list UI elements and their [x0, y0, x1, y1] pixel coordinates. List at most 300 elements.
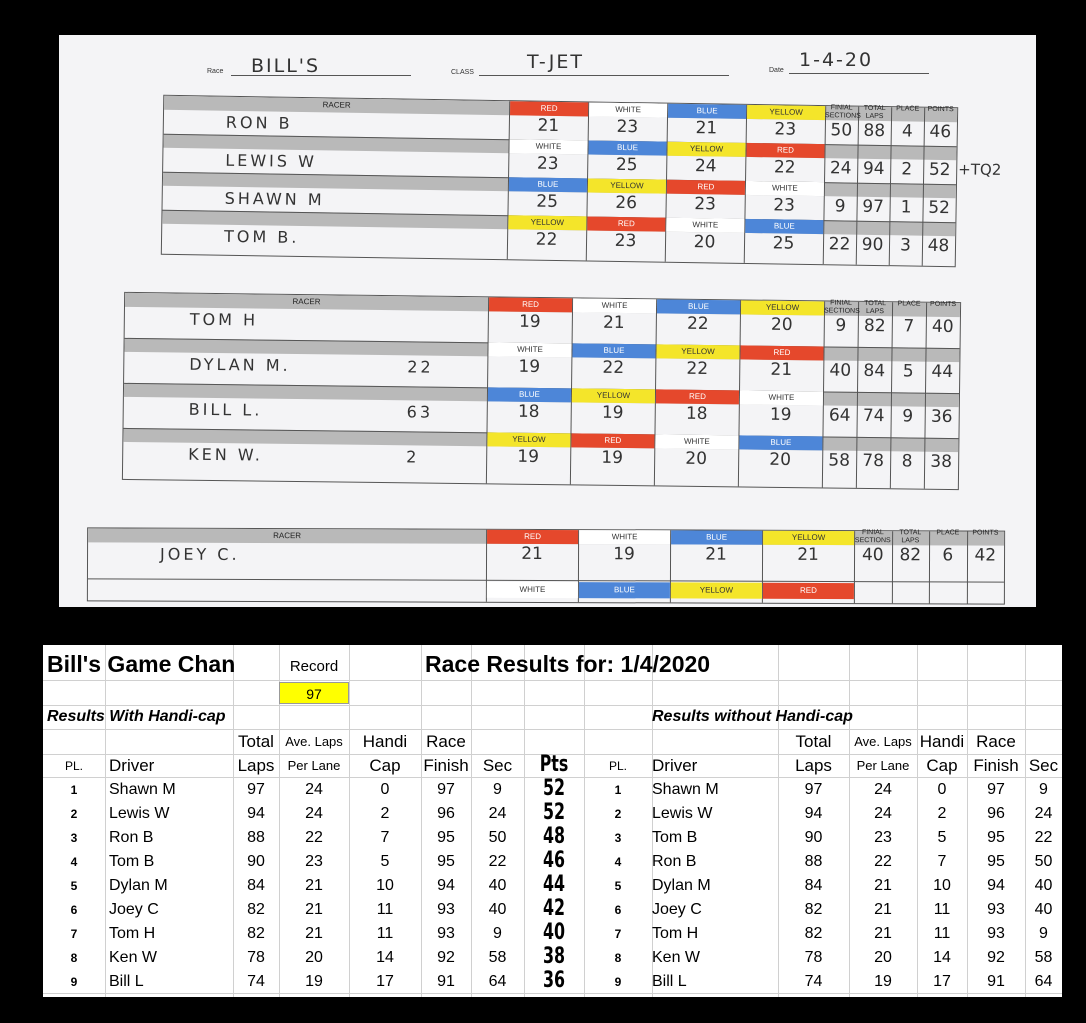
- row-handicap: 5: [937, 829, 947, 846]
- place-label: PLACE: [936, 529, 960, 537]
- row-driver: Tom H: [652, 925, 699, 942]
- row-race-finish: 93: [987, 901, 1005, 918]
- race-label: Race: [207, 68, 224, 75]
- lane-lap-count: 20: [693, 232, 716, 253]
- lane-lap-count: 22: [602, 357, 625, 379]
- lane-color-blue: BLUE: [509, 177, 587, 192]
- row-race-finish: 97: [987, 781, 1005, 798]
- heat-1: [161, 95, 1002, 267]
- racer-total: 84: [863, 360, 886, 382]
- lane-color-white: WHITE: [488, 342, 571, 357]
- row-race-finish: 96: [437, 805, 455, 822]
- lane-lap-count: 19: [601, 447, 624, 468]
- record-label: Record: [289, 658, 339, 675]
- lane-lap-count: 23: [536, 153, 559, 174]
- header-finish: Finish: [423, 756, 469, 775]
- row-race-finish: 93: [437, 901, 455, 918]
- row-total-laps: 90: [247, 853, 265, 870]
- racer-handicap-note: 22: [407, 357, 434, 377]
- record-value: 97: [279, 682, 349, 704]
- lane-color-red: RED: [667, 180, 745, 195]
- row-ave-laps: 20: [305, 949, 323, 966]
- row-place: 7: [614, 927, 622, 941]
- racer-name: JOEY C.: [160, 544, 240, 564]
- lane-lap-count: 21: [695, 118, 718, 139]
- heat-3: [87, 527, 1005, 604]
- row-race-finish: 95: [437, 829, 455, 846]
- row-points: 48: [542, 824, 566, 849]
- row-place: 1: [614, 783, 622, 797]
- final-sections-label: FINIAL SECTIONS: [825, 104, 861, 120]
- racer-total: 74: [862, 405, 885, 427]
- row-points: 52: [542, 776, 566, 801]
- row-race-finish: 93: [987, 925, 1005, 942]
- score-sheet-photo: [59, 35, 1036, 607]
- row-points: 52: [542, 800, 566, 825]
- header-cap: Cap: [369, 756, 401, 775]
- racer-place: 3: [899, 235, 912, 256]
- row-handicap: 14: [376, 949, 394, 966]
- row-ave-laps: 22: [305, 829, 323, 846]
- racer-place: 2: [901, 159, 913, 180]
- header-pts: Pts: [539, 752, 569, 777]
- total-laps-label: TOTAL LAPS: [899, 529, 922, 545]
- row-handicap: 10: [376, 877, 394, 894]
- racer-place: 6: [942, 545, 954, 566]
- header-pl: PL.: [64, 759, 83, 773]
- row-total-laps: 97: [247, 781, 265, 798]
- row-driver: Ron B: [652, 853, 697, 870]
- racer-sections: 24: [829, 158, 852, 179]
- row-total-laps: 74: [247, 973, 265, 990]
- row-sections: 24: [1034, 805, 1053, 822]
- racer-points: 44: [931, 361, 954, 383]
- row-handicap: 0: [937, 781, 947, 798]
- lane-lap-count: 21: [797, 544, 819, 565]
- row-total-laps: 97: [804, 781, 823, 798]
- row-race-finish: 93: [437, 925, 455, 942]
- row-driver: Bill L: [109, 973, 144, 990]
- row-total-laps: 82: [247, 901, 265, 918]
- tq-note: +TQ2: [958, 160, 1002, 179]
- row-total-laps: 90: [804, 829, 823, 846]
- row-race-finish: 97: [437, 781, 455, 798]
- racer-total: 94: [862, 158, 885, 180]
- lane-color-yellow: YELLOW: [572, 388, 655, 403]
- lane-color-yellow: YELLOW: [656, 344, 739, 359]
- racer-column-label: RACER: [322, 100, 351, 110]
- row-driver: Ron B: [109, 829, 154, 846]
- lane-lap-count: 22: [686, 358, 709, 380]
- lane-lap-count: 19: [518, 356, 541, 377]
- racer-name: KEN W.: [188, 444, 264, 465]
- lane-color-blue: BLUE: [657, 299, 740, 314]
- lane-color-white: WHITE: [579, 530, 670, 544]
- header-total: Total: [795, 732, 832, 751]
- row-place: 4: [614, 855, 622, 869]
- row-total-laps: 82: [804, 901, 823, 918]
- header-handi: Handi: [919, 732, 965, 751]
- with-handicap-heading: Results With Handi-cap: [47, 708, 226, 725]
- lane-color-white: WHITE: [746, 181, 824, 196]
- lane-lap-count: 21: [770, 359, 793, 381]
- row-total-laps: 88: [804, 853, 823, 870]
- row-handicap: 7: [937, 853, 947, 870]
- lane-lap-count: 19: [769, 404, 792, 426]
- row-sections: 40: [488, 901, 507, 918]
- without-handicap-heading: Results without Handi-cap: [652, 708, 853, 725]
- header-cap: Cap: [926, 756, 958, 775]
- row-place: 5: [70, 879, 78, 893]
- final-sections-label: FINIAL SECTIONS: [823, 299, 860, 315]
- row-sections: 24: [488, 805, 507, 822]
- row-ave-laps: 23: [874, 829, 892, 846]
- racer-points: 48: [927, 235, 950, 257]
- row-place: 3: [70, 831, 78, 845]
- racer-sections: 22: [828, 234, 851, 255]
- row-driver: Joey C: [109, 901, 159, 918]
- lane-color-yellow: YELLOW: [747, 105, 825, 120]
- row-place: 8: [614, 951, 622, 965]
- total-laps-label: TOTAL LAPS: [864, 299, 887, 316]
- lane-lap-count: 19: [517, 446, 540, 467]
- row-points: 40: [542, 920, 566, 945]
- racer-total: 82: [863, 315, 886, 337]
- racer-points: 40: [931, 316, 954, 338]
- racer-sections: 64: [828, 405, 851, 426]
- racer-place: 7: [903, 316, 915, 337]
- row-place: 4: [70, 855, 78, 869]
- lane-color-white: WHITE: [740, 390, 823, 405]
- racer-total: 97: [862, 196, 885, 218]
- lane-color-yellow: YELLOW: [508, 215, 586, 230]
- lane-color-red: RED: [489, 297, 572, 312]
- row-sections: 50: [1034, 853, 1053, 870]
- row-race-finish: 94: [437, 877, 455, 894]
- lane-color-white: WHITE: [589, 102, 667, 117]
- lane-lap-count: 20: [685, 448, 708, 470]
- class-label: CLASS: [451, 69, 474, 76]
- final-sections-label: FINIAL SECTIONS: [854, 529, 891, 545]
- racer-place: 4: [901, 121, 913, 142]
- lane-color-red: RED: [763, 583, 854, 599]
- row-handicap: 11: [933, 901, 951, 918]
- lane-lap-count: 26: [615, 192, 638, 214]
- row-sections: 58: [1034, 949, 1053, 966]
- row-ave-laps: 21: [305, 925, 323, 942]
- lane-color-yellow: YELLOW: [671, 582, 762, 598]
- row-race-finish: 95: [437, 853, 455, 870]
- row-total-laps: 74: [804, 973, 823, 990]
- row-total-laps: 78: [804, 949, 823, 966]
- header-driver: Driver: [109, 756, 155, 775]
- row-handicap: 17: [376, 973, 394, 990]
- row-place: 2: [70, 807, 78, 821]
- lane-color-blue: BLUE: [739, 435, 822, 450]
- row-place: 5: [614, 879, 622, 893]
- header-per-lane: Per Lane: [856, 758, 910, 773]
- lane-lap-count: 18: [685, 403, 708, 425]
- row-ave-laps: 24: [874, 781, 892, 798]
- row-driver: Dylan M: [652, 877, 711, 894]
- row-driver: Shawn M: [652, 781, 719, 798]
- racer-place: 8: [901, 451, 913, 472]
- header-laps: Laps: [237, 756, 275, 775]
- row-total-laps: 84: [247, 877, 265, 894]
- lane-lap-count: 20: [769, 449, 792, 471]
- class-value: T-JET: [527, 51, 584, 73]
- row-ave-laps: 24: [874, 805, 892, 822]
- racer-sections: 50: [830, 120, 853, 141]
- spreadsheet-title: Bill's Game Chan: [47, 651, 236, 677]
- racer-column-label: RACER: [273, 531, 302, 541]
- lane-color-red: RED: [740, 345, 823, 360]
- row-driver: Ken W: [652, 949, 701, 966]
- row-driver: Dylan M: [109, 877, 168, 894]
- row-total-laps: 84: [804, 877, 823, 894]
- lane-lap-count: 23: [614, 230, 637, 252]
- racer-points: 42: [974, 545, 997, 566]
- racer-points: 52: [928, 159, 951, 181]
- row-driver: Tom B: [109, 853, 155, 870]
- row-sections: 64: [1034, 973, 1053, 990]
- header-ave-laps: Ave. Laps: [285, 734, 343, 749]
- row-sections: 9: [1039, 781, 1048, 798]
- racer-name: RON B: [225, 112, 293, 133]
- lane-color-red: RED: [587, 216, 665, 231]
- lane-color-blue: BLUE: [671, 530, 762, 544]
- race-value: BILL'S: [251, 55, 321, 77]
- header-race: Race: [976, 732, 1016, 751]
- racer-total: 90: [861, 234, 884, 256]
- racer-sections: 9: [834, 196, 846, 217]
- lane-lap-count: 21: [602, 312, 625, 334]
- header-race: Race: [426, 732, 466, 751]
- lane-lap-count: 18: [517, 401, 540, 422]
- row-total-laps: 88: [247, 829, 265, 846]
- lane-color-white: WHITE: [655, 434, 738, 449]
- row-total-laps: 94: [804, 805, 823, 822]
- header-sec: Sec: [482, 756, 513, 775]
- row-ave-laps: 19: [305, 973, 323, 990]
- lane-color-white: WHITE: [666, 218, 744, 233]
- row-driver: Tom H: [109, 925, 156, 942]
- row-ave-laps: 19: [874, 973, 892, 990]
- place-label: PLACE: [896, 105, 920, 113]
- header-driver: Driver: [652, 756, 698, 775]
- row-ave-laps: 24: [305, 805, 323, 822]
- row-handicap: 2: [380, 805, 390, 822]
- row-race-finish: 96: [987, 805, 1005, 822]
- lane-lap-count: 24: [694, 156, 717, 177]
- row-handicap: 11: [376, 925, 394, 942]
- row-driver: Joey C: [652, 901, 702, 918]
- row-ave-laps: 21: [874, 901, 892, 918]
- lane-color-white: WHITE: [487, 582, 578, 598]
- racer-place: 1: [900, 197, 912, 218]
- row-points: 46: [542, 848, 566, 873]
- lane-color-yellow: YELLOW: [763, 531, 854, 545]
- lane-color-blue: BLUE: [745, 219, 823, 234]
- row-place: 6: [614, 903, 622, 917]
- lane-lap-count: 21: [521, 543, 543, 564]
- row-race-finish: 92: [987, 949, 1005, 966]
- racer-name: DYLAN M.: [189, 354, 291, 375]
- row-driver: Ken W: [109, 949, 158, 966]
- header-finish: Finish: [973, 756, 1019, 775]
- row-driver: Lewis W: [652, 805, 713, 822]
- row-driver: Bill L: [652, 973, 687, 990]
- racer-name: LEWIS W: [225, 150, 318, 172]
- place-label: PLACE: [897, 300, 921, 308]
- racer-sections: 40: [829, 360, 852, 381]
- lane-color-yellow: YELLOW: [487, 432, 570, 447]
- header-sec: Sec: [1028, 756, 1059, 775]
- class-underline: [479, 75, 729, 76]
- lane-color-yellow: YELLOW: [588, 178, 666, 193]
- points-label: POINTS: [972, 529, 999, 537]
- date-underline: [789, 73, 929, 74]
- racer-name: BILL L.: [188, 399, 263, 420]
- lane-color-blue: BLUE: [488, 387, 571, 402]
- row-ave-laps: 20: [874, 949, 892, 966]
- racer-sections: 40: [861, 545, 884, 566]
- row-total-laps: 82: [804, 925, 823, 942]
- row-place: 9: [70, 975, 78, 989]
- lane-lap-count: 20: [770, 314, 793, 336]
- row-points: 36: [542, 968, 566, 993]
- row-ave-laps: 24: [305, 781, 323, 798]
- row-sections: 64: [488, 973, 507, 990]
- lane-lap-count: 21: [537, 115, 560, 136]
- row-ave-laps: 21: [305, 901, 323, 918]
- lane-lap-count: 23: [774, 119, 797, 140]
- lane-lap-count: 19: [613, 544, 635, 565]
- header-total: Total: [238, 732, 274, 751]
- lane-lap-count: 25: [772, 233, 795, 254]
- lane-lap-count: 19: [518, 311, 541, 332]
- row-points: 42: [542, 896, 566, 921]
- row-handicap: 11: [933, 925, 951, 942]
- points-label: POINTS: [930, 300, 957, 309]
- racer-points: 38: [930, 451, 953, 473]
- grid-column-line: [105, 645, 106, 997]
- row-ave-laps: 21: [874, 877, 892, 894]
- row-handicap: 14: [933, 949, 951, 966]
- row-total-laps: 78: [247, 949, 265, 966]
- row-sections: 9: [493, 925, 502, 942]
- row-place: 8: [70, 951, 78, 965]
- row-handicap: 0: [380, 781, 390, 798]
- lane-lap-count: 22: [686, 313, 709, 335]
- lane-color-yellow: YELLOW: [667, 142, 745, 157]
- lane-lap-count: 19: [601, 402, 624, 424]
- row-race-finish: 91: [987, 973, 1005, 990]
- lane-color-red: RED: [656, 389, 739, 404]
- row-race-finish: 95: [987, 853, 1005, 870]
- lane-lap-count: 22: [773, 157, 796, 178]
- lane-color-red: RED: [571, 433, 654, 448]
- racer-name: TOM B.: [223, 226, 300, 247]
- grid-row-line: [43, 680, 1062, 681]
- row-sections: 50: [488, 829, 507, 846]
- racer-points: 46: [929, 121, 952, 143]
- row-handicap: 10: [933, 877, 951, 894]
- row-place: 6: [70, 903, 78, 917]
- racer-total: 88: [863, 120, 886, 142]
- row-handicap: 5: [380, 853, 390, 870]
- header-pl: PL.: [608, 759, 627, 773]
- row-race-finish: 91: [437, 973, 455, 990]
- lane-lap-count: 25: [615, 154, 638, 176]
- racer-sections: 9: [835, 315, 847, 336]
- racer-points: 36: [930, 406, 953, 428]
- row-place: 7: [70, 927, 78, 941]
- lane-color-white: WHITE: [509, 139, 587, 154]
- racer-total: 82: [899, 545, 922, 566]
- racer-name: TOM H: [189, 309, 259, 330]
- points-label: POINTS: [927, 105, 954, 114]
- row-ave-laps: 21: [305, 877, 323, 894]
- row-sections: 22: [1034, 829, 1053, 846]
- racer-handicap-note: 2: [406, 447, 420, 467]
- race-underline: [231, 75, 411, 76]
- racer-total: 78: [862, 450, 885, 472]
- date-value: 1-4-20: [799, 49, 874, 71]
- heat-2: [122, 292, 961, 490]
- lane-lap-count: 23: [773, 195, 796, 216]
- row-ave-laps: 22: [874, 853, 892, 870]
- row-handicap: 7: [380, 829, 390, 846]
- row-sections: 40: [1034, 901, 1053, 918]
- racer-handicap-note: 63: [406, 402, 434, 422]
- row-place: 2: [614, 807, 622, 821]
- header-handi: Handi: [362, 732, 408, 751]
- row-ave-laps: 21: [874, 925, 892, 942]
- total-laps-label: TOTAL LAPS: [863, 104, 886, 121]
- row-total-laps: 94: [247, 805, 265, 822]
- lane-lap-count: 21: [705, 544, 727, 565]
- row-points: 44: [542, 872, 566, 897]
- row-driver: Shawn M: [109, 781, 176, 798]
- row-race-finish: 94: [987, 877, 1005, 894]
- lane-color-blue: BLUE: [572, 343, 655, 358]
- lane-lap-count: 23: [616, 116, 639, 138]
- row-race-finish: 92: [437, 949, 455, 966]
- header-ave-laps: Ave. Laps: [854, 734, 912, 749]
- racer-place: 5: [902, 361, 914, 382]
- header-laps: Laps: [795, 756, 832, 775]
- lane-color-yellow: YELLOW: [741, 300, 824, 315]
- racer-name: SHAWN M: [224, 188, 325, 210]
- row-handicap: 11: [376, 901, 394, 918]
- results-spreadsheet: [43, 645, 1062, 997]
- row-place: 3: [614, 831, 622, 845]
- column-divider: [966, 531, 967, 603]
- lane-color-red: RED: [487, 530, 578, 544]
- lane-color-red: RED: [510, 101, 588, 116]
- row-sections: 9: [1039, 925, 1048, 942]
- lane-color-red: RED: [746, 143, 824, 158]
- row-driver: Lewis W: [109, 805, 170, 822]
- race-results-date: Race Results for: 1/4/2020: [425, 651, 711, 677]
- lane-lap-count: 23: [694, 194, 717, 215]
- row-total-laps: 82: [247, 925, 265, 942]
- row-driver: Tom B: [652, 829, 698, 846]
- grid-column-line: [524, 645, 525, 997]
- row-place: 9: [614, 975, 622, 989]
- lane-color-white: WHITE: [573, 298, 656, 313]
